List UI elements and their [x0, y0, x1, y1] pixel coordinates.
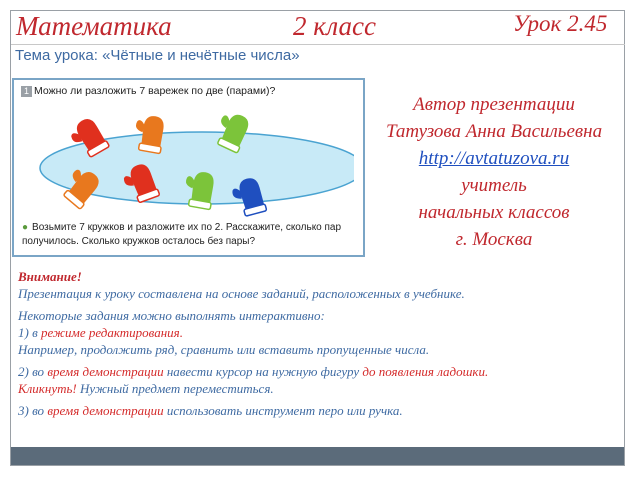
grade-title: 2 класс [293, 11, 376, 41]
notes-item-2-detail [18, 380, 618, 397]
lesson-topic: Тема урока: «Чётные и нечётные числа» [15, 47, 300, 64]
item3-highlight: время демонстрации [47, 403, 164, 418]
bullet-icon: ● [22, 222, 29, 233]
task-question: Можно ли разложить 7 варежек по две (парами)? [34, 85, 276, 97]
item2-rest: Нужный предмет переместиться. [76, 381, 274, 396]
notes-item-1 [18, 324, 618, 341]
item2-click: Кликнуть! [18, 381, 77, 396]
item2-highlight-2: до появления ладошки. [362, 364, 489, 379]
item3-prefix: 3) во [18, 403, 48, 418]
author-caption: Автор презентации [413, 94, 575, 115]
header-divider [11, 44, 625, 45]
mittens-scene [34, 108, 354, 220]
author-role: учитель [461, 175, 527, 196]
author-school: начальных классов [418, 202, 570, 223]
item2-mid: навести курсор на нужную фигуру [163, 364, 363, 379]
item2-highlight-1: время демонстрации [47, 364, 164, 379]
notes-item-1-detail: Например, продолжить ряд, сравнить или вставить пропущенные числа. [18, 342, 430, 357]
item2-prefix: 2) во [18, 364, 48, 379]
subject-title: Математика [16, 11, 172, 41]
author-website-link[interactable]: http://avtatuzova.ru [418, 148, 570, 169]
author-block [368, 91, 620, 253]
task-instruction-text: Возьмите 7 кружков и разложите их по 2. Расскажите, сколько пар получилось. Сколько кружков осталось без пары? [22, 222, 342, 247]
author-name: Татузова Анна Васильевна [385, 121, 603, 142]
notes-block [18, 268, 618, 419]
author-city: г. Москва [455, 229, 533, 250]
task-instruction [22, 221, 357, 249]
task-card [12, 78, 365, 257]
notes-item-2 [18, 363, 618, 380]
notes-interactive: Некоторые задания можно выполнять интерактивно: [18, 308, 325, 323]
footer-band [11, 447, 624, 465]
attention-heading: Внимание! [18, 269, 82, 284]
item3-rest: использовать инструмент перо или ручка. [163, 403, 403, 418]
item1-highlight: режиме редактирования. [40, 325, 183, 340]
task-number-badge: 1 [21, 86, 32, 97]
lesson-title: Урок 2.45 [513, 11, 608, 36]
notes-item-3 [18, 402, 618, 419]
notes-intro: Презентация к уроку составлена на основе заданий, расположенных в учебнике. [18, 286, 465, 301]
item1-prefix: 1) в [18, 325, 41, 340]
